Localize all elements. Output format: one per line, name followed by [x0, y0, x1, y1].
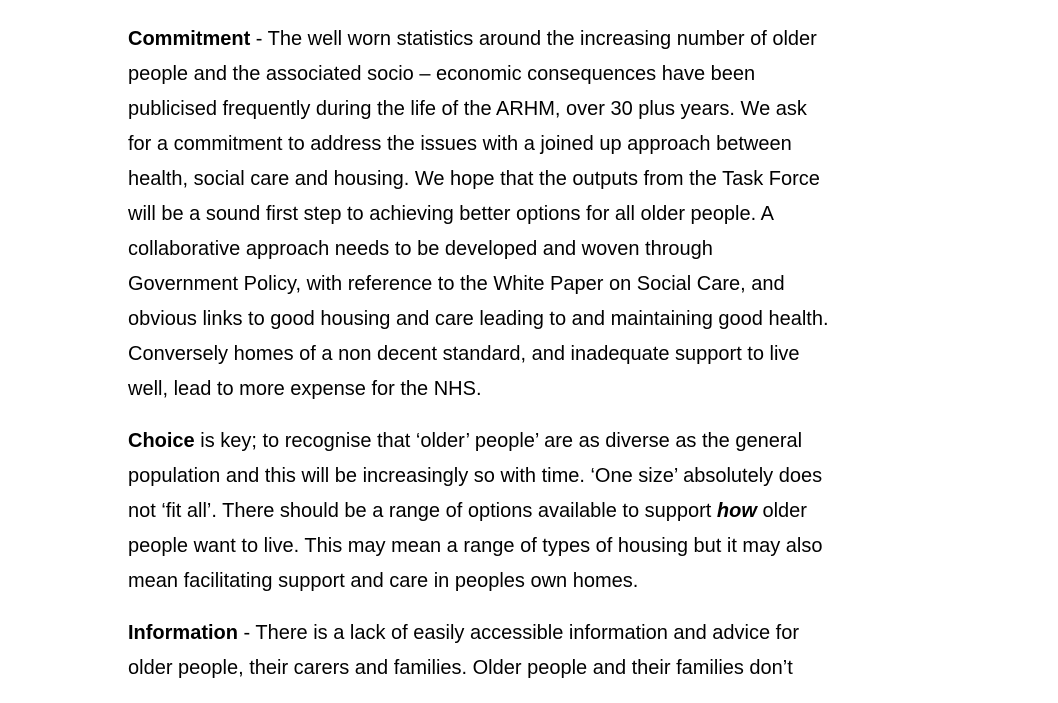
paragraph-line — [128, 424, 938, 459]
paragraph-lead-commitment: Commitment — [128, 28, 251, 50]
paragraph-line — [128, 616, 938, 651]
section-heading — [128, 0, 938, 8]
paragraph-line: population and this will be increasingly so with time. ‘One size’ absolutely does — [128, 465, 823, 487]
section-heading-prefix — [128, 0, 191, 1]
paragraph-line: Government Policy, with reference to the White Paper on Social Care, and — [128, 273, 785, 295]
paragraph-line: health, social care and housing. We hope that the outputs from the Task Force — [128, 168, 820, 190]
paragraph-line: people want to live. This may mean a range of types of housing but it may also — [128, 535, 823, 557]
paragraph-line: publicised frequently during the life of the ARHM, over 30 plus years. We ask — [128, 98, 807, 120]
document-body — [128, 0, 938, 703]
section-heading-suffix — [197, 0, 259, 1]
paragraph-line: mean facilitating support and care in peoples own homes. — [128, 570, 639, 592]
paragraph-text: not ‘fit all’. There should be a range of options available to support — [128, 500, 717, 522]
paragraph-line: people and the associated socio – economic consequences have been — [128, 63, 756, 85]
paragraph-line: older people, their carers and families. Older people and their families don’t — [128, 657, 793, 679]
paragraph-line: collaborative approach needs to be developed and woven through — [128, 238, 713, 260]
paragraph-lead-information: Information — [128, 622, 238, 644]
paragraph-line — [128, 22, 938, 57]
paragraph-choice — [128, 424, 938, 599]
paragraph-line: obvious links to good housing and care leading to and maintaining good health. — [128, 308, 829, 330]
paragraph-line: Conversely homes of a non decent standard, and inadequate support to live — [128, 343, 800, 365]
emphasis-how: how — [716, 500, 757, 522]
paragraph-line: well, lead to more expense for the NHS. — [128, 378, 482, 400]
paragraph-text: older — [756, 500, 807, 522]
paragraph-text: is key; to recognise that ‘older’ people’ are as diverse as the general — [194, 430, 803, 452]
paragraph-line — [128, 494, 938, 529]
paragraph-line: will be a sound first step to achieving better options for all older people. A — [128, 203, 774, 225]
paragraph-text: - There is a lack of easily accessible information and advice for — [238, 622, 800, 644]
paragraph-information — [128, 616, 938, 686]
paragraph-lead-choice: Choice — [128, 430, 195, 452]
paragraph-line: for a commitment to address the issues with a joined up approach between — [128, 133, 792, 155]
paragraph-text: - The well worn statistics around the increasing number of older — [250, 28, 817, 50]
paragraph-commitment — [128, 22, 938, 407]
